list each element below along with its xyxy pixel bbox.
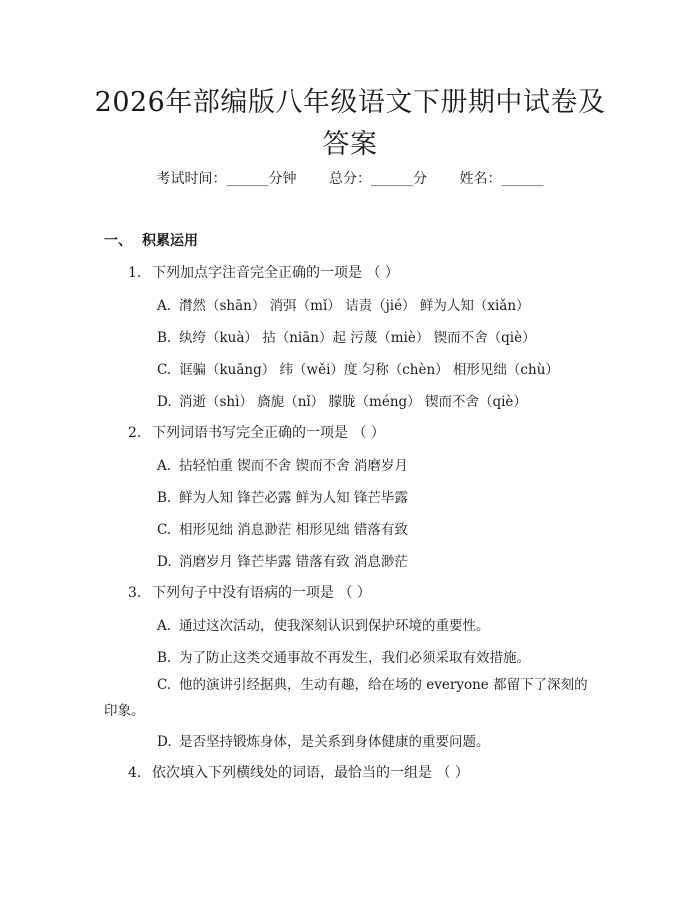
q2-option-d	[157, 550, 408, 570]
question-number: 2.	[128, 425, 142, 441]
question-2	[128, 422, 385, 442]
question-4	[128, 762, 469, 782]
option-label: B.	[157, 490, 172, 506]
section-title: 积累运用	[142, 233, 198, 249]
q1-option-a	[157, 294, 530, 314]
option-text: 诓骗（kuāng） 纬（wěi）度 匀称（chèn） 相形见绌（chù）	[179, 362, 559, 378]
question-text: 下列句子中没有语病的一项是 （ ）	[152, 585, 371, 601]
question-number: 4.	[128, 765, 142, 781]
option-label: A.	[157, 618, 172, 634]
section-number: 一、	[104, 233, 132, 249]
option-label: C.	[157, 522, 172, 538]
q1-option-c	[157, 358, 559, 378]
exam-info-line	[0, 168, 700, 188]
q2-option-c	[157, 518, 408, 538]
q3-option-a	[157, 614, 490, 634]
option-text: 潸然（shān） 消弭（mǐ） 诘责（jié） 鲜为人知（xiǎn）	[179, 298, 530, 314]
option-label: A.	[157, 458, 172, 474]
q2-option-b	[157, 486, 408, 506]
question-3	[128, 582, 371, 602]
option-text: 是否坚持锻炼身体，是关系到身体健康的重要问题。	[179, 734, 490, 750]
question-number: 3.	[128, 585, 142, 601]
question-text: 下列词语书写完全正确的一项是 （ ）	[152, 425, 385, 441]
option-label: A.	[157, 298, 172, 314]
question-text: 下列加点字注音完全正确的一项是 （ ）	[152, 265, 399, 281]
question-1	[128, 262, 399, 282]
q3-option-c	[104, 672, 600, 724]
option-text: 为了防止这类交通事故不再发生，我们必须采取有效措施。	[179, 650, 530, 666]
total-score-field: 总分：______分	[329, 171, 427, 187]
question-number: 1.	[128, 265, 142, 281]
option-label: B.	[157, 330, 172, 346]
q1-option-d	[157, 390, 527, 410]
option-text: 纨绔（kuà） 拈（niān）起 污蔑（miè） 锲而不舍（qiè）	[179, 330, 536, 346]
option-label: B.	[157, 650, 172, 666]
page-title: 2026年部编版八年级语文下册期中试卷及答案	[94, 87, 606, 160]
option-label: C.	[157, 362, 172, 378]
option-text: 他的演讲引经据典，生动有趣，给在场的 everyone 都留下了深刻的印象。	[104, 677, 588, 719]
question-text: 依次填入下列横线处的词语，最恰当的一组是 （ ）	[152, 765, 469, 781]
option-text: 相形见绌 消息渺茫 相形见绌 错落有致	[179, 522, 408, 538]
q3-option-d	[157, 730, 490, 750]
option-text: 通过这次活动，使我深刻认识到保护环境的重要性。	[179, 618, 490, 634]
option-text: 鲜为人知 锋芒必露 鲜为人知 锋芒毕露	[179, 490, 408, 506]
exam-time-field: 考试时间：______分钟	[156, 171, 297, 187]
option-text: 消磨岁月 锋芒毕露 错落有致 消息渺茫	[179, 554, 408, 570]
option-text: 消逝（shì） 旖旎（nǐ） 朦胧（méng） 锲而不舍（qiè）	[179, 394, 527, 410]
option-text: 拈轻怕重 锲而不舍 锲而不舍 消磨岁月	[179, 458, 408, 474]
option-label: D.	[157, 554, 172, 570]
q2-option-a	[157, 454, 408, 474]
q3-option-b	[157, 646, 530, 666]
q1-option-b	[157, 326, 536, 346]
student-name-field: 姓名：______	[459, 171, 544, 187]
section-heading	[104, 230, 198, 250]
option-label: C.	[157, 677, 172, 693]
option-label: D.	[157, 394, 172, 410]
option-label: D.	[157, 734, 172, 750]
